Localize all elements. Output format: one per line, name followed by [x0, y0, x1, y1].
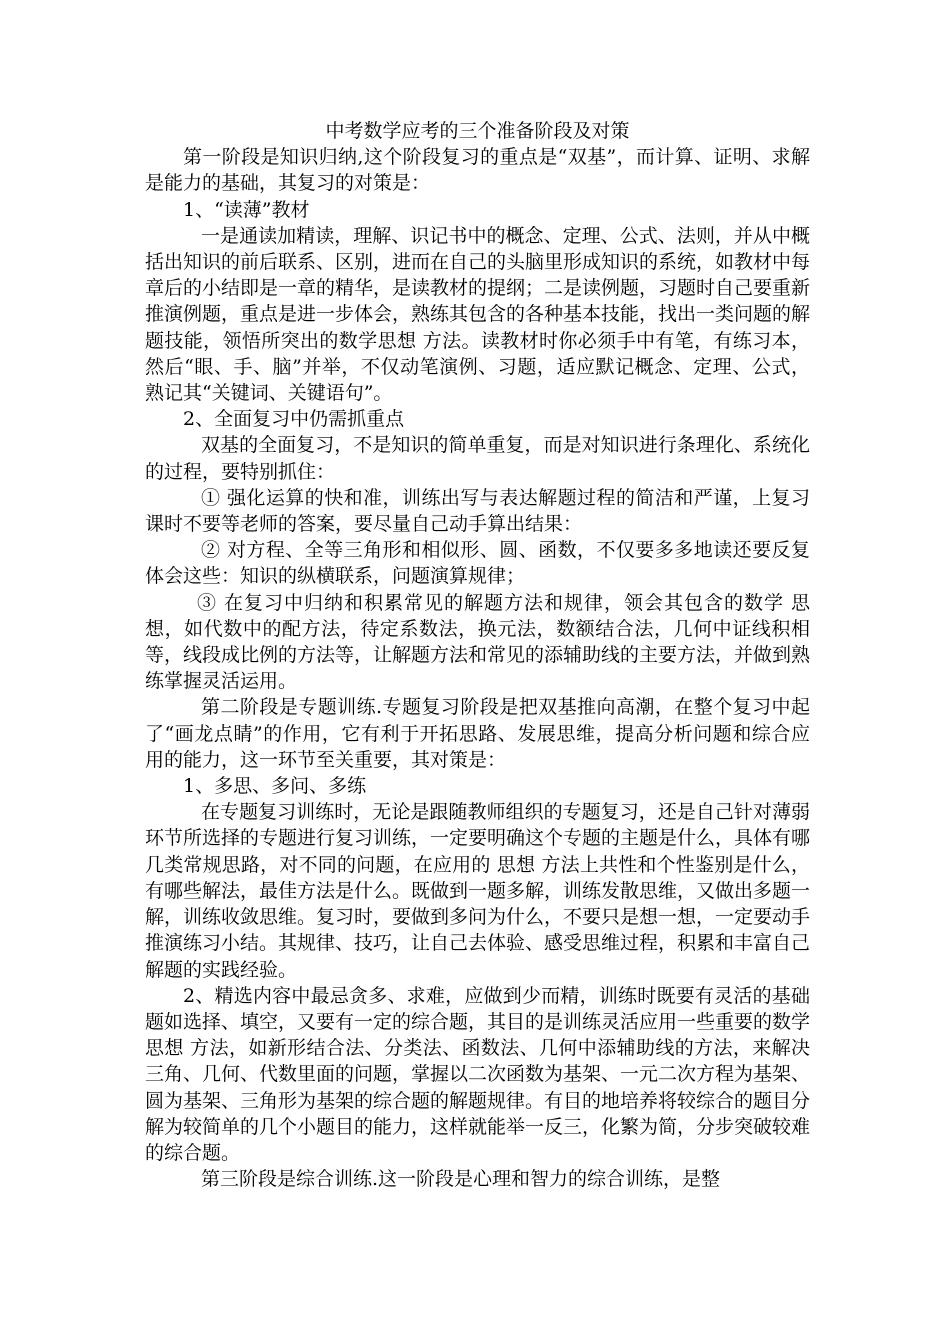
heading-think-ask-practice: 1、多思、多问、多练 — [183, 775, 367, 798]
document-page — [145, 118, 810, 1192]
heading-read-textbook: 1、“读薄”教材 — [183, 198, 310, 221]
paragraph-read-textbook: 一是通读加精读，理解、识记书中的概念、定理、公式、法则，并从中概括出知识的前后联系、区别，进而在自己的头脑里形成知识的系统，如教材中每章后的小结即是一章的精华，是读教材的提纲；二是读例题，习题时自己要重新推演例题，重点是进一步体会，熟练其包含的各种基本技能，找出一类问题的解题技能，领悟所突出的数学思想 方法。读教材时你必须手中有笔，有练习本，然后“眼、手、脑”并举，不仅动笔演例、习题，适应默记概念、定理、公式，熟记其“关键词、关键语句”。 — [145, 224, 811, 405]
document-title: 中考数学应考的三个准备阶段及对策 — [325, 120, 630, 142]
paragraph-point-1: ① 强化运算的快和准，训练出写与表达解题过程的简洁和严谨，上复习课时不要等老师的答案，要尽量自己动手算出结果： — [145, 486, 810, 536]
heading-comprehensive-review: 2、全面复习中仍需抓重点 — [183, 408, 405, 431]
paragraph-stage-one: 第一阶段是知识归纳,这个阶段复习的重点是“双基”，而计算、证明、求解是能力的基础，其复习的对策是： — [145, 146, 810, 195]
paragraph-comprehensive-review: 双基的全面复习，不是知识的简单重复，而是对知识进行条理化、系统化的过程，要特别抓住： — [145, 434, 810, 483]
paragraph-stage-three: 第三阶段是综合训练.这一阶段是心理和智力的综合训练，是整 — [201, 1168, 721, 1191]
paragraph-point-2: ② 对方程、全等三角形和相似形、圆、函数，不仅要多多地读还要反复体会这些：知识的纵横联系，问题演算规律； — [145, 539, 810, 588]
paragraph-point-3: ③ 在复习中归纳和积累常见的解题方法和规律，领会其包含的数学 思想，如代数中的配方法，待定系数法，换元法，数额结合法，几何中证线积相等，线段成比例的方法等，让解题方法和常见的添辅助线的主要方法，并做到熟练掌握灵活运用。 — [145, 591, 811, 693]
paragraph-think-ask-practice: 在专题复习训练时，无论是跟随教师组织的专题复习，还是自己针对薄弱环节所选择的专题进行复习训练，一定要明确这个专题的主题是什么，具体有哪几类常规思路，对不同的问题，在应用的 思想 方法上共性和个性鉴别是什么，有哪些解法，最佳方法是什么。既做到一题多解，训练发散思维，又做出多题一解，训练收敛思维。复习时，要做到多问为什么，不要只是想一想，一定要动手推演练习小结。其规律、技巧，让自己去体验、感受思维过程，积累和丰富自己解题的实践经验。 — [145, 801, 811, 981]
paragraph-stage-two: 第二阶段是专题训练.专题复习阶段是把双基推向高潮，在整个复习中起了“画龙点睛”的作用，它有利于开拓思路、发展思维，提高分析问题和综合应用的能力，这一环节至关重要，其对策是： — [145, 696, 810, 771]
paragraph-select-content: 2、精选内容中最忌贪多、求难，应做到少而精，训练时既要有灵活的基础题如选择、填空，又要有一定的综合题，其目的是训练灵活应用一些重要的数学 思想 方法，如新形结合法、分类法、函数法、几何中添辅助线的方法，来解决三角、几何、代数里面的问题，掌握以二次函数为基架、一元二次方程为基架、圆为基架、三角形为基架的综合题的解题规律。有目的地培养将较综合的题目分解为较简单的几个小题目的能力，这样就能举一反三，化繁为简，分步突破较难的综合题。 — [145, 984, 811, 1164]
